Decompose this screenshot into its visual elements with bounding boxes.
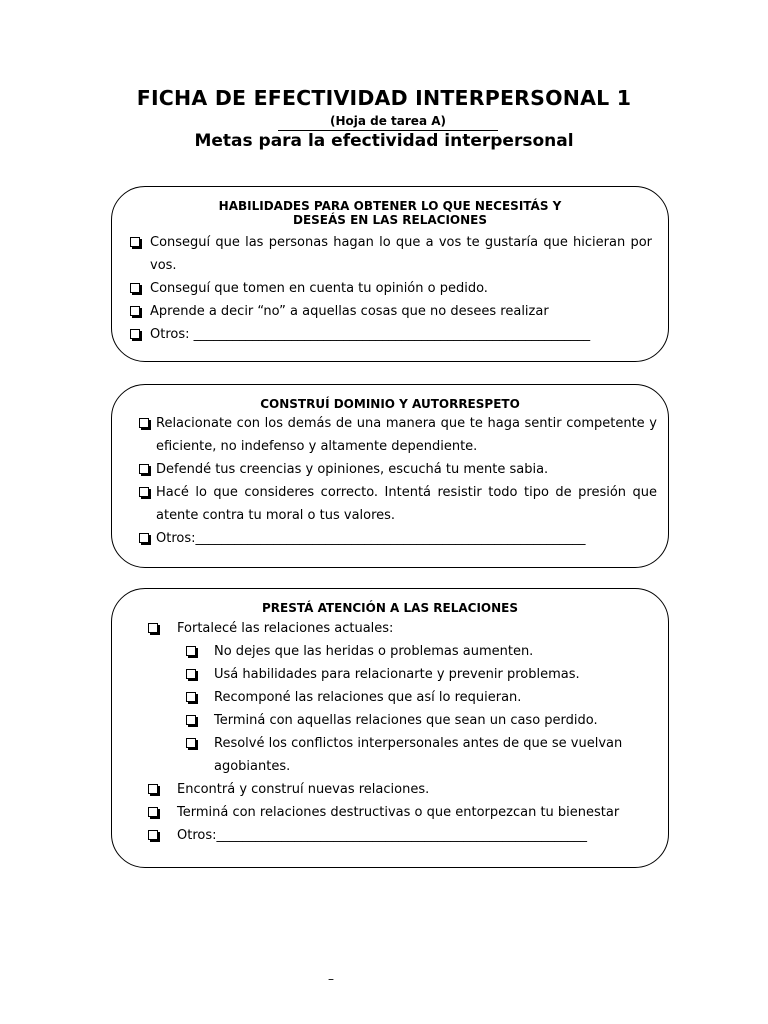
page-title: FICHA DE EFECTIVIDAD INTERPERSONAL 1 bbox=[136, 86, 632, 110]
checkbox-icon[interactable] bbox=[139, 464, 149, 474]
list-item bbox=[130, 277, 652, 300]
list-item bbox=[148, 778, 648, 801]
list-item-other bbox=[130, 323, 652, 346]
sublist-item-text: Usá habilidades para relacionarte y prevenir problemas. bbox=[214, 667, 580, 682]
list-item bbox=[148, 617, 648, 640]
section-relationships-list bbox=[148, 617, 648, 847]
list-item-text: Conseguí que tomen en cuenta tu opinión o pedido. bbox=[150, 281, 488, 296]
sublist bbox=[148, 640, 648, 778]
sublist-item bbox=[186, 709, 648, 732]
sublist-container bbox=[148, 640, 648, 778]
list-item bbox=[130, 300, 652, 323]
checkbox-icon[interactable] bbox=[148, 830, 158, 840]
section-relationships-title: PRESTÁ ATENCIÓN A LAS RELACIONES bbox=[261, 601, 518, 615]
list-item bbox=[139, 458, 657, 481]
list-item bbox=[148, 801, 648, 824]
sublist-item-text: Resolvé los conflictos interpersonales antes de que se vuelvan agobiantes. bbox=[214, 736, 623, 774]
list-item bbox=[139, 412, 657, 458]
list-item-other bbox=[139, 527, 657, 550]
checkbox-icon[interactable] bbox=[186, 738, 196, 748]
checkbox-icon[interactable] bbox=[130, 306, 140, 316]
list-item-text: Relacionate con los demás de una manera que te haga sentir competente y eficiente, no indefenso y altamente dependiente. bbox=[156, 416, 657, 454]
checkbox-icon[interactable] bbox=[148, 623, 158, 633]
list-item bbox=[139, 481, 657, 527]
list-item-text: Conseguí que las personas hagan lo que a vos te gustaría que hicieran por vos. bbox=[150, 235, 652, 273]
sublist-item-text: No dejes que las heridas o problemas aumenten. bbox=[214, 644, 534, 659]
list-item-text: Defendé tus creencias y opiniones, escuchá tu mente sabia. bbox=[156, 462, 549, 477]
checkbox-icon[interactable] bbox=[148, 784, 158, 794]
section-relationships-box bbox=[111, 588, 669, 868]
other-field[interactable]: Otros: _____________________________________________________________ bbox=[150, 327, 591, 342]
checkbox-icon[interactable] bbox=[186, 715, 196, 725]
list-item-text: Terminá con relaciones destructivas o que entorpezcan tu bienestar bbox=[177, 805, 620, 820]
section-self-respect-title: CONSTRUÍ DOMINIO Y AUTORRESPETO bbox=[260, 397, 520, 411]
sublist-item-text: Terminá con aquellas relaciones que sean un caso perdido. bbox=[214, 713, 598, 728]
section-needs-title-line1: HABILIDADES PARA OBTENER LO QUE NECESITÁS Y bbox=[218, 199, 562, 213]
section-self-respect-box bbox=[111, 384, 669, 568]
list-item-text: Hacé lo que consideres correcto. Intentá resistir todo tipo de presión que atente contra tu moral o tus valores. bbox=[156, 485, 657, 523]
sublist-item bbox=[186, 663, 648, 686]
page-subtitle: (Hoja de tarea A) bbox=[329, 114, 446, 128]
sublist-item bbox=[186, 732, 648, 778]
checkbox-icon[interactable] bbox=[186, 692, 196, 702]
checkbox-icon[interactable] bbox=[130, 237, 140, 247]
list-item bbox=[130, 231, 652, 277]
sublist-item-text: Recomponé las relaciones que así lo requieran. bbox=[214, 690, 522, 705]
section-needs-title bbox=[112, 199, 668, 227]
sublist-item bbox=[186, 640, 648, 663]
list-item-text: Fortalecé las relaciones actuales: bbox=[177, 621, 394, 636]
other-field[interactable]: Otros:_________________________________________________________ bbox=[177, 828, 587, 843]
checkbox-icon[interactable] bbox=[186, 646, 196, 656]
list-item-text: Encontrá y construí nuevas relaciones. bbox=[177, 782, 430, 797]
checkbox-icon[interactable] bbox=[139, 487, 149, 497]
section-needs-box bbox=[111, 186, 669, 362]
list-item-text: Aprende a decir “no” a aquellas cosas que no desees realizar bbox=[150, 304, 549, 319]
footer-mark: – bbox=[328, 972, 334, 986]
checkbox-icon[interactable] bbox=[139, 533, 149, 543]
list-item-other bbox=[148, 824, 648, 847]
subtitle-underline bbox=[278, 110, 498, 131]
checkbox-icon[interactable] bbox=[148, 807, 158, 817]
checkbox-icon[interactable] bbox=[139, 418, 149, 428]
sublist-item bbox=[186, 686, 648, 709]
checkbox-icon[interactable] bbox=[186, 669, 196, 679]
section-self-respect-list bbox=[139, 412, 657, 550]
page-heading: Metas para la efectividad interpersonal bbox=[194, 131, 574, 151]
other-field[interactable]: Otros:____________________________________________________________ bbox=[156, 531, 586, 546]
section-needs-list bbox=[130, 231, 652, 346]
checkbox-icon[interactable] bbox=[130, 283, 140, 293]
section-needs-title-line2: DESEÁS EN LAS RELACIONES bbox=[292, 213, 487, 227]
checkbox-icon[interactable] bbox=[130, 329, 140, 339]
